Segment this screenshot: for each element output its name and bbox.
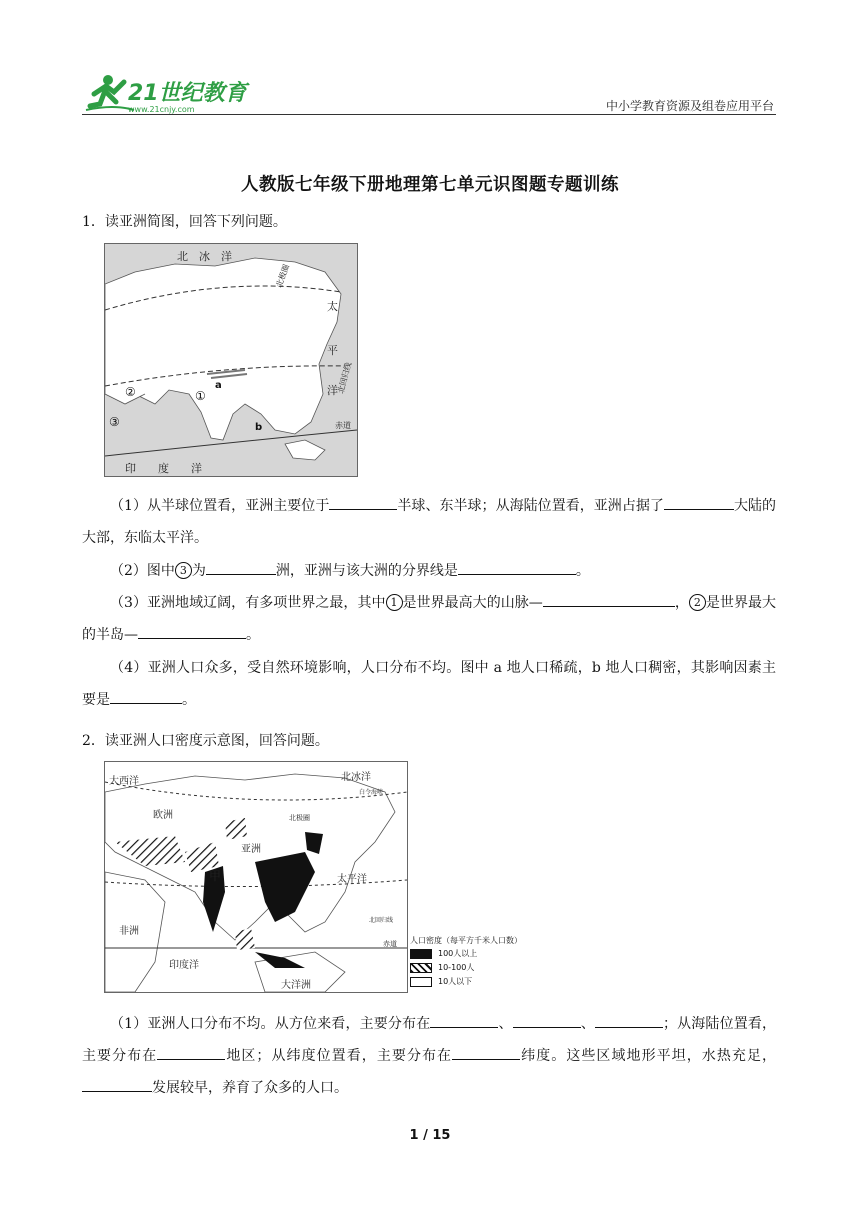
q1-part2: （2）图中 3 为 洲，亚洲与该大洲的分界线是 。 [82,555,776,587]
logo-url: www.21cnjy.com [128,105,195,114]
svg-text:③: ③ [109,415,120,429]
page-title: 人教版七年级下册地理第七单元识图题专题训练 [241,175,619,195]
svg-text:②: ② [125,385,136,399]
svg-text:太平洋: 太平洋 [337,874,367,885]
svg-text:北极圈: 北极圈 [274,263,292,289]
runner-logo-icon [86,75,134,110]
svg-text:a: a [215,380,222,391]
legend-item: 10人以下 [410,975,550,989]
svg-text:大洋洲: 大洋洲 [281,980,311,991]
svg-text:b: b [255,422,263,433]
q1-part4: （4）亚洲人口众多，受自然环境影响，人口分布不均。图中 a 地人口稀疏，b 地人口稠密，其影响因素主要是 。 [82,660,776,708]
answer-blank[interactable] [513,1011,581,1028]
q1-heading: 1．读亚洲简图，回答下列问题。 [82,214,287,230]
svg-text:亚洲: 亚洲 [241,844,261,855]
platform-name: 中小学教育资源及组卷应用平台 [605,99,774,113]
answer-blank[interactable] [430,1011,498,1028]
answer-blank[interactable] [595,1011,663,1028]
svg-text:北极圈: 北极圈 [289,814,310,822]
svg-text:平: 平 [327,344,338,357]
svg-text:北回归线: 北回归线 [336,361,354,395]
legend-swatch-medium [410,963,432,973]
svg-text:北冰洋: 北冰洋 [341,772,371,783]
answer-blank[interactable] [206,558,276,575]
answer-blank[interactable] [452,1043,520,1060]
svg-text:北 冰 洋: 北 冰 洋 [177,250,232,263]
svg-text:赤道: 赤道 [335,421,351,430]
q2-heading: 2．读亚洲人口密度示意图，回答问题。 [82,733,329,749]
legend-swatch-sparse [410,977,432,987]
svg-text:赤道: 赤道 [383,940,397,948]
answer-blank[interactable] [138,622,246,639]
svg-text:太: 太 [327,300,338,313]
answer-blank[interactable] [458,558,576,575]
q1-part3: （3）亚洲地域辽阔，有多项世界之最，其中 1 是世界最高大的山脉— ， 2 是世界最大的半岛— 。 [82,587,776,651]
map-legend [410,935,550,995]
logo-text: 21世纪教育 [128,81,247,106]
logo [84,70,254,116]
svg-text:欧洲: 欧洲 [153,810,173,821]
page-number: 1 / 15 [409,1128,451,1143]
svg-text:印 度 洋: 印 度 洋 [125,462,202,475]
legend-title: 人口密度（每平方千米人口数） [410,936,522,945]
asia-landmass [105,258,341,440]
header-divider [82,114,776,115]
island [285,440,325,460]
answer-blank[interactable] [543,590,675,607]
asia-map [104,243,358,477]
answer-blank[interactable] [157,1043,225,1060]
svg-text:大西洋: 大西洋 [109,776,139,787]
svg-text:白令海峡: 白令海峡 [359,789,384,796]
svg-text:北回归线: 北回归线 [369,917,394,924]
population-map [104,761,408,993]
q1-part1: （1）从半球位置看，亚洲主要位于 半球、东半球；从海陆位置看，亚洲占据了 大陆的大部，东临太平洋。 [82,490,776,554]
q2-part1: （1）亚洲人口分布不均。从方位来看，主要分布在 、 、 ；从海陆位置看，主要分布在 地区；从纬度位置看，主要分布在 纬度。这些区域地形平坦，水热充足，发展较早，养育了众多的人口。 [82,1008,776,1104]
legend-item: 10-100人 [410,961,550,975]
svg-text:印度洋: 印度洋 [169,960,199,971]
answer-blank[interactable] [329,493,397,510]
svg-text:非洲: 非洲 [119,926,139,937]
answer-blank[interactable] [110,687,182,704]
svg-text:洋: 洋 [327,384,338,397]
svg-text:①: ① [195,389,206,403]
legend-swatch-dense [410,949,432,959]
answer-blank[interactable] [82,1075,152,1092]
answer-blank[interactable] [664,493,734,510]
legend-item: 100人以上 [410,947,550,961]
svg-text:甲: 甲 [209,869,222,883]
